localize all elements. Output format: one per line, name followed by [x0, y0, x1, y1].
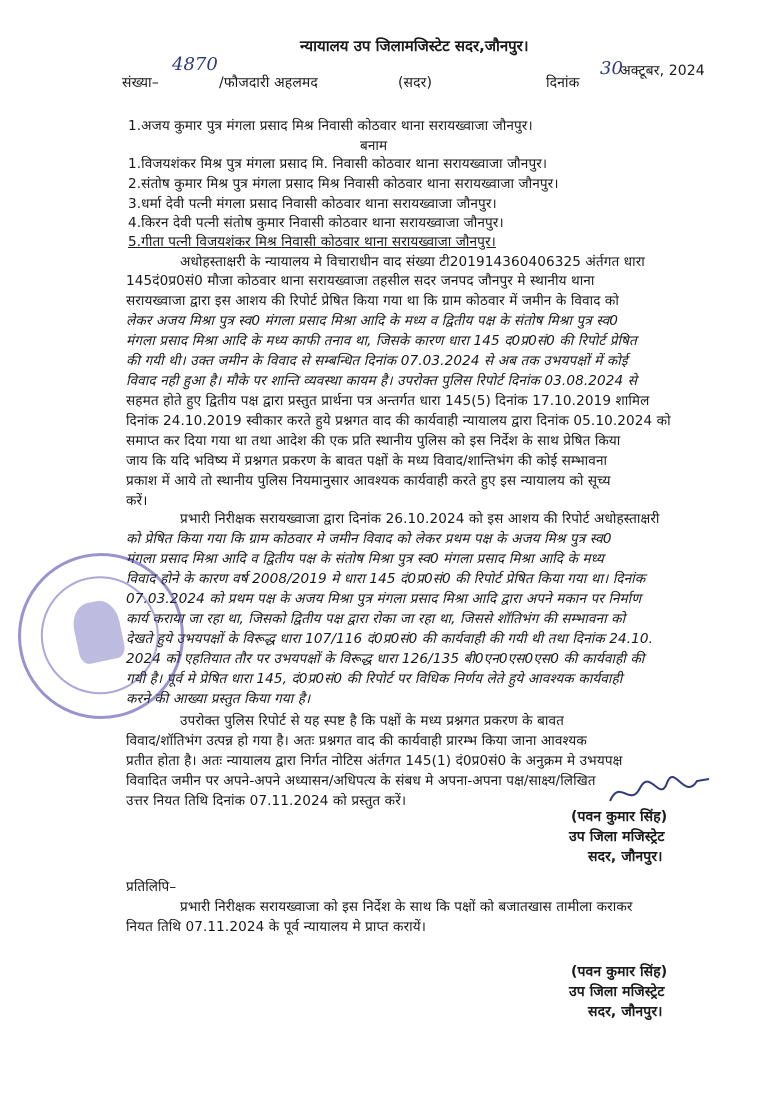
paragraph-line: की गयी थी। उक्त जमीन के विवाद से सम्बन्धित दिनांक 07.03.2024 से अब तक उभयपक्षों में कोई [126, 353, 628, 369]
handwritten-signature [605, 773, 715, 813]
paragraph-line: करने की आख्या प्रस्तुत किया गया है। [126, 691, 311, 707]
signatory-name-2: (पवन कुमार सिंह) [571, 964, 668, 980]
paragraph-line: प्रभारी निरीक्षक सरायख्वाजा द्वारा दिनांक 26.10.2024 को इस आशय की रिपोर्ट अधोहस्ताक्षरी [180, 511, 660, 527]
paragraph-line: लेकर अजय मिश्रा पुत्र स्व0 मंगला प्रसाद मिश्रा आदि के मध्य व द्वितीय पक्ष के संतोष मिश्रा पुत्र स्व0 [126, 313, 619, 329]
sadar-label: (सदर) [398, 75, 433, 91]
paragraph-line: विवाद/शॉतिभंग उत्पन्न हो गया है। अतः प्रश्नगत वाद की कार्यवाही प्रारम्भ किया जाना आवश्यक [126, 733, 587, 749]
date-value: अक्टूबर, 2024 [620, 63, 705, 79]
paragraph-line: उत्तर नियत तिथि दिनांक 07.11.2024 को प्रस्तुत करें। [126, 793, 407, 809]
paragraph-line: विवादित जमीन पर अपने-अपने अध्यासन/अधिपत्य के संबध मे अपना-अपना पक्ष/साक्ष्य/लिखित [126, 773, 596, 789]
number-label: संख्या– [122, 75, 159, 91]
paragraph-line: विवाद नही हुआ है। मौके पर शान्ति व्यवस्था कायम है। उपरोक्त पुलिस रिपोर्ट दिनांक 03.08.2024 से [126, 373, 637, 389]
paragraph-line: करें। [126, 493, 148, 509]
paragraph-line: को प्रेषित किया गया कि ग्राम कोठवार मे जमीन विवाद को लेकर प्रथम पक्ष के अजय मिश्र पुत्र स्व0 [126, 531, 612, 547]
paragraph-line: देखते हुये उभयपक्षों के विरूद्ध धारा 107/116 दं0प्र0सं0 की कार्यवाही की गयी थी तथा दिनांक 24.10. [126, 631, 654, 647]
paragraph-line: समाप्त कर दिया गया था तथा आदेश की एक प्रति स्थानीय पुलिस को इस निर्देश के साथ प्रेषित किया [126, 433, 621, 449]
first-party: 1.अजय कुमार पुत्र मंगला प्रसाद मिश्र निवासी कोठवार थाना सरायख्वाजा जौनपुर। [128, 118, 533, 134]
paragraph-line: प्रकाश में आये तो स्थानीय पुलिस नियमानुसार आवश्यक कार्यवाही करते हुए इस न्यायालय को सूच्य [126, 473, 611, 489]
signatory-place: सदर, जौनपुर। [588, 849, 663, 865]
second-party-item: 2.संतोष कुमार मिश्र पुत्र मंगला प्रसाद मिश्र निवासी कोठवार थाना सरायख्वाजा जौनपुर। [128, 176, 559, 192]
paragraph-line: प्रतीत होता है। अतः न्यायालय द्वारा निर्गत नोटिस अंर्तगत 145(1) दं0प्र0सं0 के अनुक्रम मे उभयपक्ष [126, 753, 623, 769]
date-label: दिनांक [546, 75, 580, 91]
paragraph-line: 145दं0प्र0सं0 मौजा कोठवार थाना सरायख्वाजा तहसील सदर जनपद जौनपुर मे स्थानीय थाना [126, 273, 595, 289]
paragraph-line: जाय कि यदि भविष्य में प्रश्नगत प्रकरण के बावत पक्षों के मध्य विवाद/शान्तिभंग की कोई सम्भावना [126, 453, 608, 469]
second-party-item: 4.किरन देवी पत्नी संतोष कुमार निवासी कोठवार थाना सरायख्वाजा जौनपुर। [128, 215, 504, 231]
paragraph-line: कार्य कराया जा रहा था, जिसको द्वितीय पक्ष द्वारा रोका जा रहा था, जिससे शॉतिभंग की सम्भावना को [126, 611, 626, 627]
paragraph-line: अधोहस्ताक्षरी के न्यायालय मे विचाराधीन वाद संख्या टी201914360406325 अंर्तगत धारा [180, 254, 645, 270]
second-party-item: 1.विजयशंकर मिश्र पुत्र मंगला प्रसाद मि. निवासी कोठवार थाना सरायख्वाजा जौनपुर। [128, 156, 548, 172]
second-party-item: 5.गीता पत्नी विजयशंकर मिश्र निवासी कोठवार थाना सरायख्वाजा जौनपुर। [128, 234, 496, 250]
copy-line: नियत तिथि 07.11.2024 के पूर्व न्यायालय मे प्राप्त करायें। [126, 919, 426, 935]
signatory-designation: उप जिला मजिस्ट्रेट [569, 829, 665, 845]
signatory-name: (पवन कुमार सिंह) [571, 809, 668, 825]
number-handwritten: 4870 [172, 54, 218, 75]
copy-label: प्रतिलिपि– [126, 879, 177, 895]
paragraph-line: 07.03.2024 को प्रथम पक्ष के अजय मिश्रा पुत्र मंगला प्रसाद मिश्रा आदि द्वारा अपने मकान पर निर्माण [126, 591, 642, 607]
versus-label: बनाम [360, 138, 388, 154]
paragraph-line: मंगला प्रसाद मिश्रा आदि के मध्य काफी तनाव था, जिसके कारण धारा 145 द0प्र0सं0 की रिपोर्ट प्रेषित [126, 333, 637, 349]
signatory-place-2: सदर, जौनपुर। [588, 1004, 663, 1020]
number-suffix: /फौजदारी अहलमद [219, 75, 318, 91]
paragraph-line: उपरोक्त पुलिस रिपोर्ट से यह स्पष्ट है कि पक्षों के मध्य प्रश्नगत प्रकरण के बावत [180, 713, 565, 729]
paragraph-line: दिनांक 24.10.2019 स्वीकार करते हुये प्रश्नगत वाद की कार्यवाही न्यायालय द्वारा दिनांक 05.10.2024 को [126, 413, 671, 429]
paragraph-line: सहमत होते हुए द्वितीय पक्ष द्वारा प्रस्तुत प्रार्थना पत्र अन्तर्गत धारा 145(5) दिनांक 17.10.2019 शामिल [126, 393, 650, 409]
date-handwritten: 30 [600, 58, 623, 79]
court-title: न्यायालय उप जिलामजिस्टेट सदर,जौनपुर। [300, 37, 529, 55]
paragraph-line: विवाद होने के कारण वर्ष 2008/2019 मे धारा 145 दं0प्र0सं0 की रिपोर्ट प्रेषित किया गया था। दिनांक [126, 571, 646, 587]
paragraph-line: गयी है। पूर्व मे प्रेषित धारा 145, दं0प्र0सं0 की रिपोर्ट पर विधिक निर्णय लेते हुये आवश्यक कार्यवाही [126, 671, 623, 687]
signatory-designation-2: उप जिला मजिस्ट्रेट [569, 984, 665, 1000]
second-party-item: 3.धर्मा देवी पत्नी मंगला प्रसाद निवासी कोठवार थाना सरायख्वाजा जौनपुर। [128, 196, 497, 212]
paragraph-line: सरायख्वाजा द्वारा इस आशय की रिपोर्ट प्रेषित किया गया था कि ग्राम कोठवार में जमीन के विवाद को [126, 293, 619, 309]
paragraph-line: 2024 को एहतियात तौर पर उभयपक्षों के विरूद्ध धारा 126/135 बी0एन0एस0एस0 की कार्यवाही की [126, 651, 645, 667]
paragraph-line: मंगला प्रसाद मिश्रा आदि व द्वितीय पक्ष के संतोष मिश्रा पुत्र स्व0 मंगला प्रसाद मिश्रा आदि के मध्य [126, 551, 604, 567]
copy-line: प्रभारी निरीक्षक सरायख्वाजा को इस निर्देश के साथ कि पक्षों को बजातखास तामीला कराकर [180, 899, 633, 915]
